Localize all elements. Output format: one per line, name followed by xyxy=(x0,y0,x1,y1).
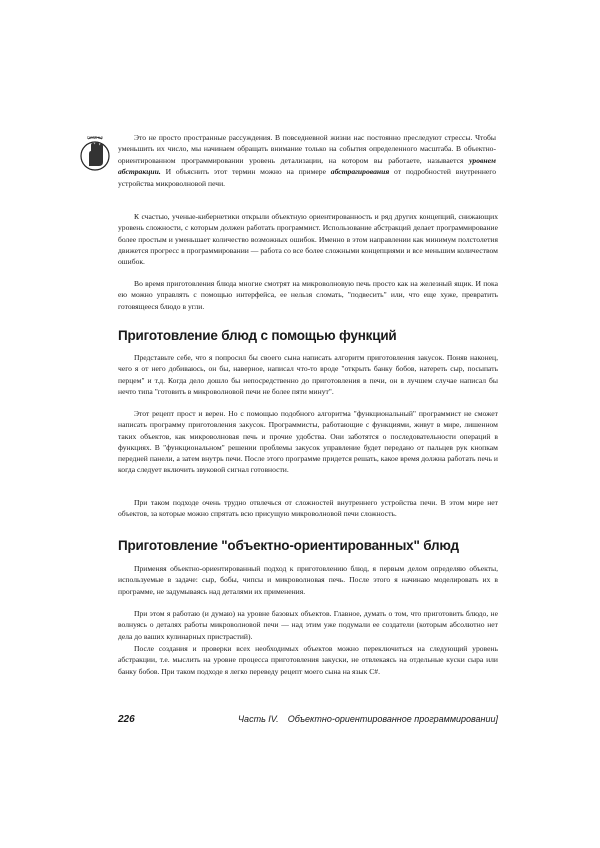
remember-label: ПОМНИ! xyxy=(86,135,104,140)
heading-functions: Приготовление блюд с помощью функций xyxy=(118,328,397,343)
paragraph-microwave-box: Во время приготовления блюда многие смотрят на микроволновую печь просто как на железный ящик. И пока ею можно управлять с помощью интерфейса, ее нельзя сломать, "подвесить" или, что еще хуже, превратить готовящееся блюдо в угли. xyxy=(118,279,498,311)
paragraph-complexity: При таком подходе очень трудно отвлечься от сложностей внутреннего устройства печи. В этом мире нет объектов, за которые можно спрятать всю присущую микроволновой печи сложность. xyxy=(118,498,498,519)
note-text: Это не просто пространные рассуждения. В повседневной жизни нас постоянно преследуют стрессы. Чтобы уменьшить их число, мы начинаем обращать внимание только на события определенного масштаба. В объектно-ориентированном программировании уровень детализации, на котором вы работаете, называется уровнем абстракции. И объяснить этот термин можно на примере абстрагирования от подробностей внутреннего устройства микроволновой печи. xyxy=(118,133,496,188)
term-abstracting: абстрагирования xyxy=(330,167,390,177)
paragraph-base-objects: При этом я работаю (и думаю) на уровне базовых объектов. Главное, думать о том, что приготовить блюдо, не волнуясь о деталях работы микроволновой печи — над этим уже подумали ее создатели (которым абсолютно нет дела до ваших кулинарных пристрастий). xyxy=(118,609,498,641)
paragraph-son-algorithm: Представьте себе, что я попросил бы своего сына написать алгоритм приготовления закусок. Поняв наконец, чего я от него добиваюсь, он бы, наверное, написал что-то вроде "открыть банку бобов, натереть сыр, посыпать перцем" и т.д. Когда дело дошло бы непосредственно до приготовления в печи, он в лучшем случае написал бы нечто типа "готовить в микроволновой печи не более пяти минут". xyxy=(118,353,498,396)
footer-chapter: Объектно-ориентированное программировании] xyxy=(287,714,498,724)
remember-hand-icon xyxy=(80,132,110,174)
footer-part: Часть IV. xyxy=(238,714,279,724)
page-number: 226 xyxy=(118,714,135,725)
paragraph-oo-approach: Применяя объектно-ориентированный подход к приготовлению блюд, я первым делом определяю объекты, используемые в задаче: сыр, бобы, чипсы и микроволновая печь. После этого я начинаю моделировать их в программе, не задумываясь над деталями их применения. xyxy=(118,564,498,596)
page-footer xyxy=(118,714,498,728)
remember-note xyxy=(86,132,496,189)
term-abstraction-level: уровнем абстракции. xyxy=(118,155,496,177)
paragraph-next-level: После создания и проверки всех необходимых объектов можно переключиться на следующий уровень абстракции, т.е. мыслить на уровне процесса приготовления закуски, не отвлекаясь на отдельные куски сыра или банку бобов. При таком подходе я легко переведу рецепт моего сына на язык C#. xyxy=(118,644,498,676)
paragraph-cybernetics: К счастью, ученые-кибернетики открыли объектную ориентированность и ряд других концепций, снижающих уровень сложности, с которым должен работать программист. Использование абстракций делает программирование более простым и уменьшает количество возможных ошибок. Именно в этом направлении как минимум полстолетия движется прогресс в программировании — работа со все более сложными концепциями и все меньшим количеством ошибок. xyxy=(118,212,498,267)
paragraph-functional-recipe: Этот рецепт прост и верен. Но с помощью подобного алгоритма "функциональный" программист не сможет написать программу приготовления закусок. Программисты, работающие с функциями, живут в мире, лишенном таких объектов, как микроволновая печь и прочие удобства. Они заботятся о последовательности операций в функциях. В "функциональном" решении проблемы закусок управление будет передано от пальцев рук кнопкам передней панели, а затем внутрь печи. После этого программе придется решать, какое время должна работать печь и когда следует включить звуковой сигнал готовности. xyxy=(118,409,498,475)
heading-object-oriented: Приготовление "объектно-ориентированных" блюд xyxy=(118,538,459,553)
